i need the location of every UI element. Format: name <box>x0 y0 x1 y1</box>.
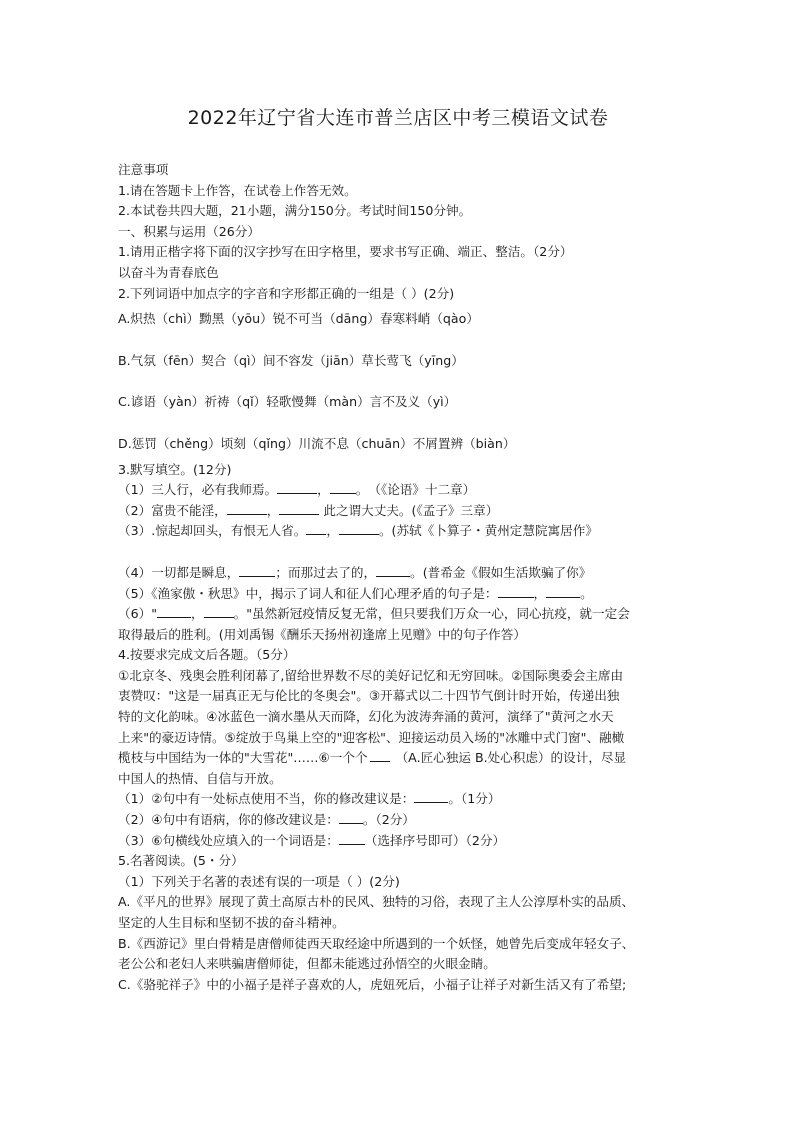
answer-blank[interactable] <box>339 831 365 845</box>
passage-text: （A.匠心独运 B.处心积虑）的设计，尽显 <box>395 750 627 766</box>
dictation-line <box>118 480 678 501</box>
question-5: 5.名著阅读。(5・分） <box>118 853 244 869</box>
question-4: 4.按要求完成文后各题。（5分） <box>118 647 296 663</box>
option-b: B.气氛（fēn）契合（qì）间不容发（jiān）草长莺飞（yīng） <box>118 352 464 368</box>
passage-line: ①北京冬、残奥会胜利闭幕了,留给世界数不尽的美好记忆和无穷回味。②国际奥委会主席由 <box>118 667 624 683</box>
dictation-line <box>118 501 678 522</box>
option-d: D.惩罚（chěng）顷刻（qǐng）川流不息（chuān）不屑置辨（biàn） <box>118 435 516 451</box>
dictation-source: 此之谓大丈夫。(《孟子》三章） <box>319 502 499 518</box>
section-heading: 一、积累与运用（26分） <box>118 223 260 239</box>
answer-blank[interactable] <box>306 521 326 535</box>
answer-blank[interactable] <box>239 563 275 577</box>
sub-question-score: （选择序号即可）（2分） <box>364 832 506 848</box>
answer-blank[interactable] <box>204 604 234 618</box>
dictation-sep: ；而那过去了的， <box>275 564 377 580</box>
dictation-prompt: （5）《渔家傲・秋思》中，揭示了词人和征人们心理矛盾的句子是： <box>118 585 498 601</box>
notice-heading: 注意事项 <box>118 162 169 177</box>
option-line: B.《西游记》里白骨精是唐僧师徒西天取经途中所遇到的一个妖怪，她曾先后变成年轻女子、 <box>118 935 635 951</box>
passage-text: 榄枝与中国结为一体的"大雪花"……⑥一个个 <box>118 750 368 766</box>
option-c: C.谚语（yàn）祈祷（qǐ）轻歌慢舞（màn）言不及义（yì） <box>118 394 457 410</box>
dictation-sep: ， <box>191 606 204 622</box>
sub-question <box>118 789 678 810</box>
option-line: 坚定的人生目标和坚韧不拔的奋斗精神。 <box>118 915 345 930</box>
dictation-prompt: （1）三人行，必有我师焉。 <box>118 482 278 498</box>
sub-question-text: （2）④句中有语病，你的修改建议是： <box>118 812 339 828</box>
passage-line: 特的文化韵味。④冰蓝色一滴水墨从天而降，幻化为波涛奔涌的黄河，演绎了"黄河之水天 <box>118 709 614 725</box>
passage-line <box>118 748 678 769</box>
answer-blank[interactable] <box>339 810 363 824</box>
passage-line: 衷赞叹："这是一届真正无与伦比的冬奥会"。③开幕式以二十四节气倒计时开始，传递出独 <box>118 688 620 704</box>
dictation-source: 。 <box>580 585 593 601</box>
dictation-prompt: （6）" <box>118 606 157 622</box>
answer-blank[interactable] <box>227 501 267 515</box>
dictation-line <box>118 604 678 625</box>
answer-blank[interactable] <box>279 501 319 515</box>
dictation-line <box>118 563 678 584</box>
notice-item: 1.请在答题卡上作答，在试卷上作答无效。 <box>118 182 357 198</box>
dictation-sep: ， <box>266 502 280 518</box>
passage-line: 上来"的豪迈诗情。⑤绽放于鸟巢上空的"迎客松"、迎接运动员入场的"冰雕中式门窗"、融橄 <box>118 729 625 745</box>
sub-question-score: 。（1分） <box>448 791 501 807</box>
answer-blank[interactable] <box>339 521 379 535</box>
option-a: A.炽热（chì）黝黑（yōu）锐不可当（dāng）春寒料峭（qào） <box>118 311 479 327</box>
sub-question: （1）下列关于名著的表述有误的一项是（ ）(2分) <box>118 873 400 889</box>
sub-question <box>118 831 678 852</box>
question-1-phrase: 以奋斗为青春底色 <box>118 264 219 280</box>
answer-blank[interactable] <box>330 480 356 494</box>
exam-body <box>118 160 678 995</box>
answer-blank[interactable] <box>370 748 390 762</box>
answer-blank[interactable] <box>376 563 410 577</box>
dictation-line <box>118 521 678 542</box>
sub-question-text: （3）⑥句横线处应填入的一个词语是： <box>118 832 339 848</box>
question-2: 2.下列词语中加点字的字音和字形都正确的一组是（ ）(2分) <box>118 285 455 301</box>
dictation-prompt: （2）富贵不能淫， <box>118 502 227 518</box>
option-line: C.《骆驼祥子》中的小福子是祥子喜欢的人，虎妞死后，小福子让祥子对新生活又有了希望; <box>118 976 627 992</box>
dictation-prompt: （4）一切都是瞬息， <box>118 564 240 580</box>
answer-blank[interactable] <box>414 789 448 803</box>
dictation-prompt: （3）.惊起却回头，有恨无人省。 <box>118 523 307 539</box>
dictation-sep: ， <box>326 523 339 539</box>
dictation-source: 。 （《论语》十二章） <box>355 482 476 498</box>
question-1: 1.请用正楷字将下面的汉字抄写在田字格里，要求书写正确、端正、整洁。（2分） <box>118 244 573 260</box>
answer-blank[interactable] <box>277 480 317 494</box>
dictation-source: 。"虽然新冠疫情反复无常，但只要我们万众一心，同心抗疫，就一定会 <box>233 606 630 622</box>
sub-question-score: 。（2分） <box>362 812 415 828</box>
dictation-source: 。(普希金《假如生活欺骗了你》 <box>410 564 592 580</box>
answer-blank[interactable] <box>546 584 580 598</box>
dictation-source: 。(苏轼《卜算子・黄州定慧院寓居作》 <box>378 523 598 539</box>
answer-blank[interactable] <box>498 584 534 598</box>
dictation-line-cont: 取得最后的胜利。(用刘禹锡《酬乐天扬州初逢席上见赠》中的句子作答） <box>118 626 526 642</box>
answer-blank[interactable] <box>157 604 191 618</box>
notice-item: 2.本试卷共四大题，21小题，满分150分。考试时间150分钟。 <box>118 203 472 219</box>
option-line: A.《平凡的世界》展现了黄土高原古朴的民风、独特的习俗，表现了主人公淳厚朴实的品质、 <box>118 894 635 910</box>
passage-line: 中国人的热情、自信与开放。 <box>118 770 282 786</box>
sub-question <box>118 810 678 831</box>
exam-title: 2022年辽宁省大连市普兰店区中考三模语文试卷 <box>187 107 609 129</box>
dictation-sep: ， <box>533 585 547 601</box>
dictation-line <box>118 584 678 605</box>
dictation-sep: ， <box>317 482 330 498</box>
question-3: 3.默写填空。(12分) <box>118 461 232 477</box>
sub-question-text: （1）②句中有一处标点使用不当，你的修改建议是： <box>118 791 415 807</box>
option-line: 老公公和老妇人来哄骗唐僧师徒，但都未能逃过孙悟空的火眼金睛。 <box>118 956 496 972</box>
